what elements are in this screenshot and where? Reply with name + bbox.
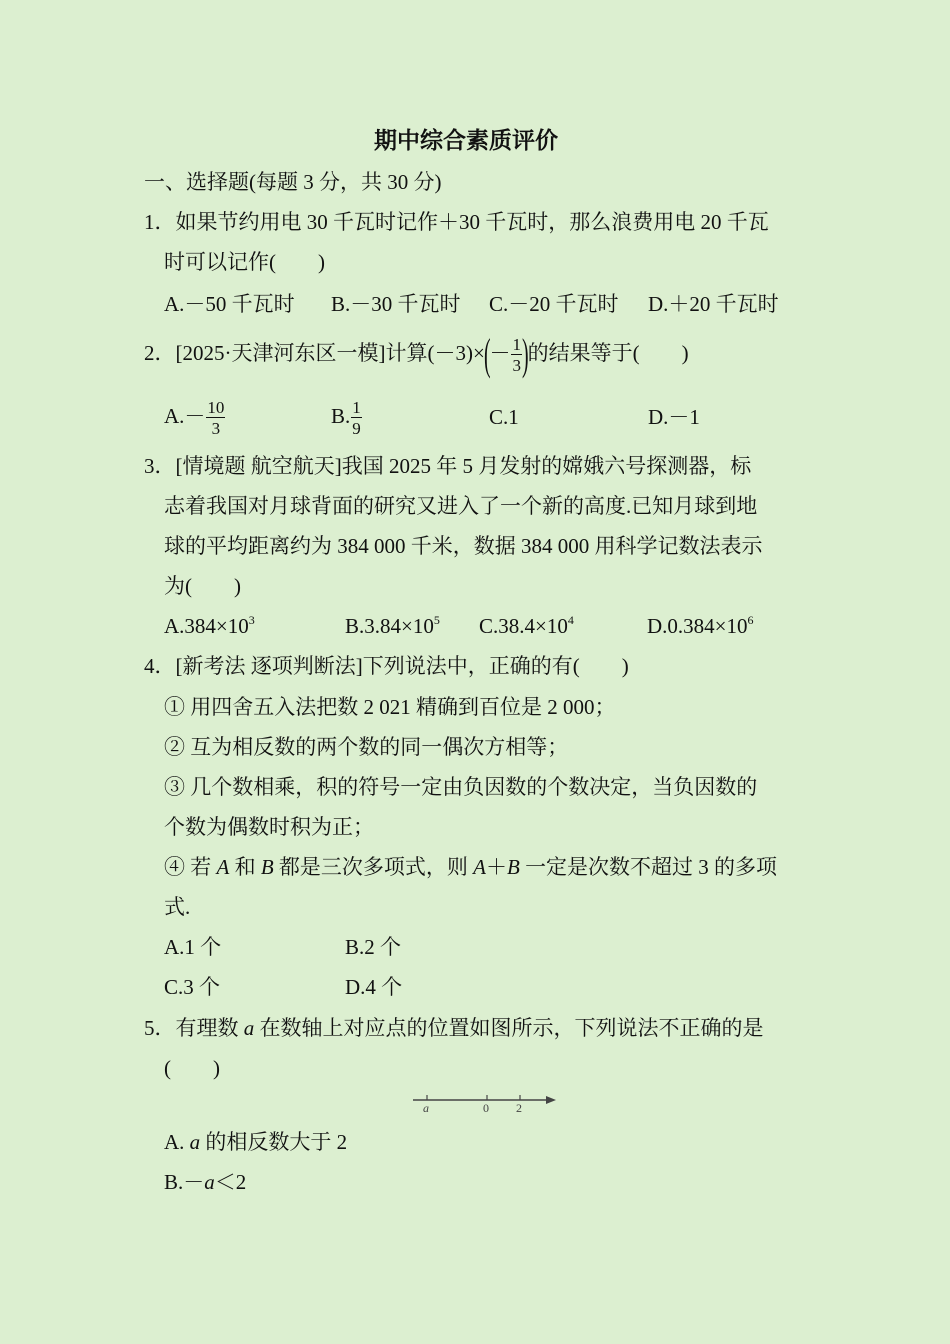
q3-option-b[interactable]	[345, 612, 440, 640]
q1-stem-line2: 时可以记作( )	[164, 250, 325, 274]
q3-option-c[interactable]	[479, 612, 574, 640]
text: 和	[229, 855, 261, 879]
q4-statement-4-line2: 式.	[164, 895, 191, 919]
option-text: ＜2	[214, 1170, 247, 1194]
q3-stem-line2: 志着我国对月球背面的研究又进入了一个新的高度.已知月球到地	[164, 494, 758, 518]
q2-stem-text-a: 2．[2025·天津河东区一模]计算(－3)×	[144, 341, 485, 365]
q4-statement-1: ① 用四舍五入法把数 2 021 精确到百位是 2 000；	[164, 695, 616, 719]
q2-stem	[144, 330, 689, 380]
fraction-numerator: 10	[207, 398, 225, 418]
tick-label-2: 2	[516, 1101, 522, 1115]
q4-statement-3-line2: 个数为偶数时积为正；	[164, 815, 374, 839]
right-paren: )	[521, 330, 529, 380]
option-text: 的相反数大于 2	[200, 1130, 348, 1154]
q1-option-a[interactable]: A.－50 千瓦时	[164, 292, 295, 316]
plus-sign: ＋	[485, 855, 507, 879]
option-label: A.－	[164, 404, 206, 428]
variable-a: A	[216, 855, 230, 879]
option-text: D.0.384×10	[647, 614, 748, 638]
variable-b: B	[260, 855, 274, 879]
page-title: 期中综合素质评价	[374, 128, 558, 153]
fraction-denominator: 9	[352, 419, 361, 439]
q4-statement-2: ② 互为相反数的两个数的同一偶次方相等；	[164, 735, 569, 759]
q4-option-d[interactable]: D.4 个	[345, 975, 403, 999]
option-text: B.3.84×10	[345, 614, 434, 638]
q4-option-a[interactable]: A.1 个	[164, 935, 222, 959]
exponent: 3	[248, 613, 255, 627]
q2-inner-fraction	[511, 336, 522, 374]
section-heading: 一、选择题(每题 3 分，共 30 分)	[144, 170, 442, 194]
text: 一定是次数不超过 3 的多项	[519, 855, 778, 879]
q1-option-d[interactable]: D.＋20 千瓦时	[648, 292, 779, 316]
q5-stem-line1	[144, 1014, 764, 1042]
variable-a: a	[243, 1016, 255, 1040]
variable-a: A	[473, 855, 486, 879]
tick-label-a: a	[423, 1101, 429, 1115]
variable-b: B	[506, 855, 520, 879]
option-label: B.	[331, 404, 351, 428]
text: 都是三次多项式，则	[273, 855, 474, 879]
text: ④ 若	[164, 855, 217, 879]
q3-stem-line4: 为( )	[164, 574, 241, 598]
variable-a: a	[189, 1130, 201, 1154]
tick-label-0: 0	[483, 1101, 489, 1115]
fraction-numerator: 1	[352, 398, 361, 418]
fraction-numerator: 1	[512, 335, 521, 355]
q3-stem-line3: 球的平均距离约为 384 000 千米，数据 384 000 用科学记数法表示	[164, 534, 763, 558]
q2-option-d[interactable]: D.－1	[648, 405, 700, 429]
q4-stem: 4．[新考法 逐项判断法]下列说法中，正确的有( )	[144, 654, 629, 678]
q2-option-a-fraction	[206, 399, 225, 437]
option-label: B.－	[164, 1170, 205, 1194]
q2-option-b[interactable]	[331, 394, 363, 438]
exponent: 6	[747, 613, 754, 627]
left-paren: (	[483, 330, 491, 380]
q3-option-d[interactable]	[647, 612, 754, 640]
q2-stem-text-b: 的结果等于( )	[527, 341, 689, 365]
q4-statement-4-line1	[164, 853, 777, 881]
exponent: 4	[567, 613, 574, 627]
q2-option-a[interactable]	[164, 394, 226, 438]
q3-stem-line1: 3．[情境题 航空航天]我国 2025 年 5 月发射的嫦娥六号探测器，标	[144, 454, 752, 478]
option-text: C.38.4×10	[479, 614, 568, 638]
variable-a: a	[204, 1170, 215, 1194]
q2-inner-sign: －	[489, 341, 511, 365]
q4-option-b[interactable]: B.2 个	[345, 935, 402, 959]
fraction-denominator: 3	[512, 356, 521, 376]
exponent: 5	[433, 613, 440, 627]
q1-option-c[interactable]: C.－20 千瓦时	[489, 292, 619, 316]
q4-option-c[interactable]: C.3 个	[164, 975, 221, 999]
number-line-figure	[410, 1088, 562, 1118]
q5-option-a[interactable]	[164, 1128, 347, 1156]
q5-stem-line2: ( )	[164, 1056, 220, 1080]
q1-option-b[interactable]: B.－30 千瓦时	[331, 292, 461, 316]
q2-option-b-fraction	[351, 399, 362, 437]
option-label: A.	[164, 1130, 190, 1154]
q3-option-a[interactable]	[164, 612, 255, 640]
option-text: A.384×10	[164, 614, 249, 638]
q4-statement-3-line1: ③ 几个数相乘，积的符号一定由负因数的个数决定，当负因数的	[164, 775, 758, 799]
arrow-head-icon	[546, 1096, 556, 1104]
q1-stem-line1: 1．如果节约用电 30 千瓦时记作＋30 千瓦时，那么浪费用电 20 千瓦	[144, 210, 769, 234]
text: 在数轴上对应点的位置如图所示，下列说法不正确的是	[254, 1016, 764, 1040]
text: 5．有理数	[144, 1016, 244, 1040]
q5-option-b[interactable]	[164, 1168, 246, 1196]
fraction-denominator: 3	[211, 419, 221, 439]
q2-option-c[interactable]: C.1	[489, 405, 519, 429]
